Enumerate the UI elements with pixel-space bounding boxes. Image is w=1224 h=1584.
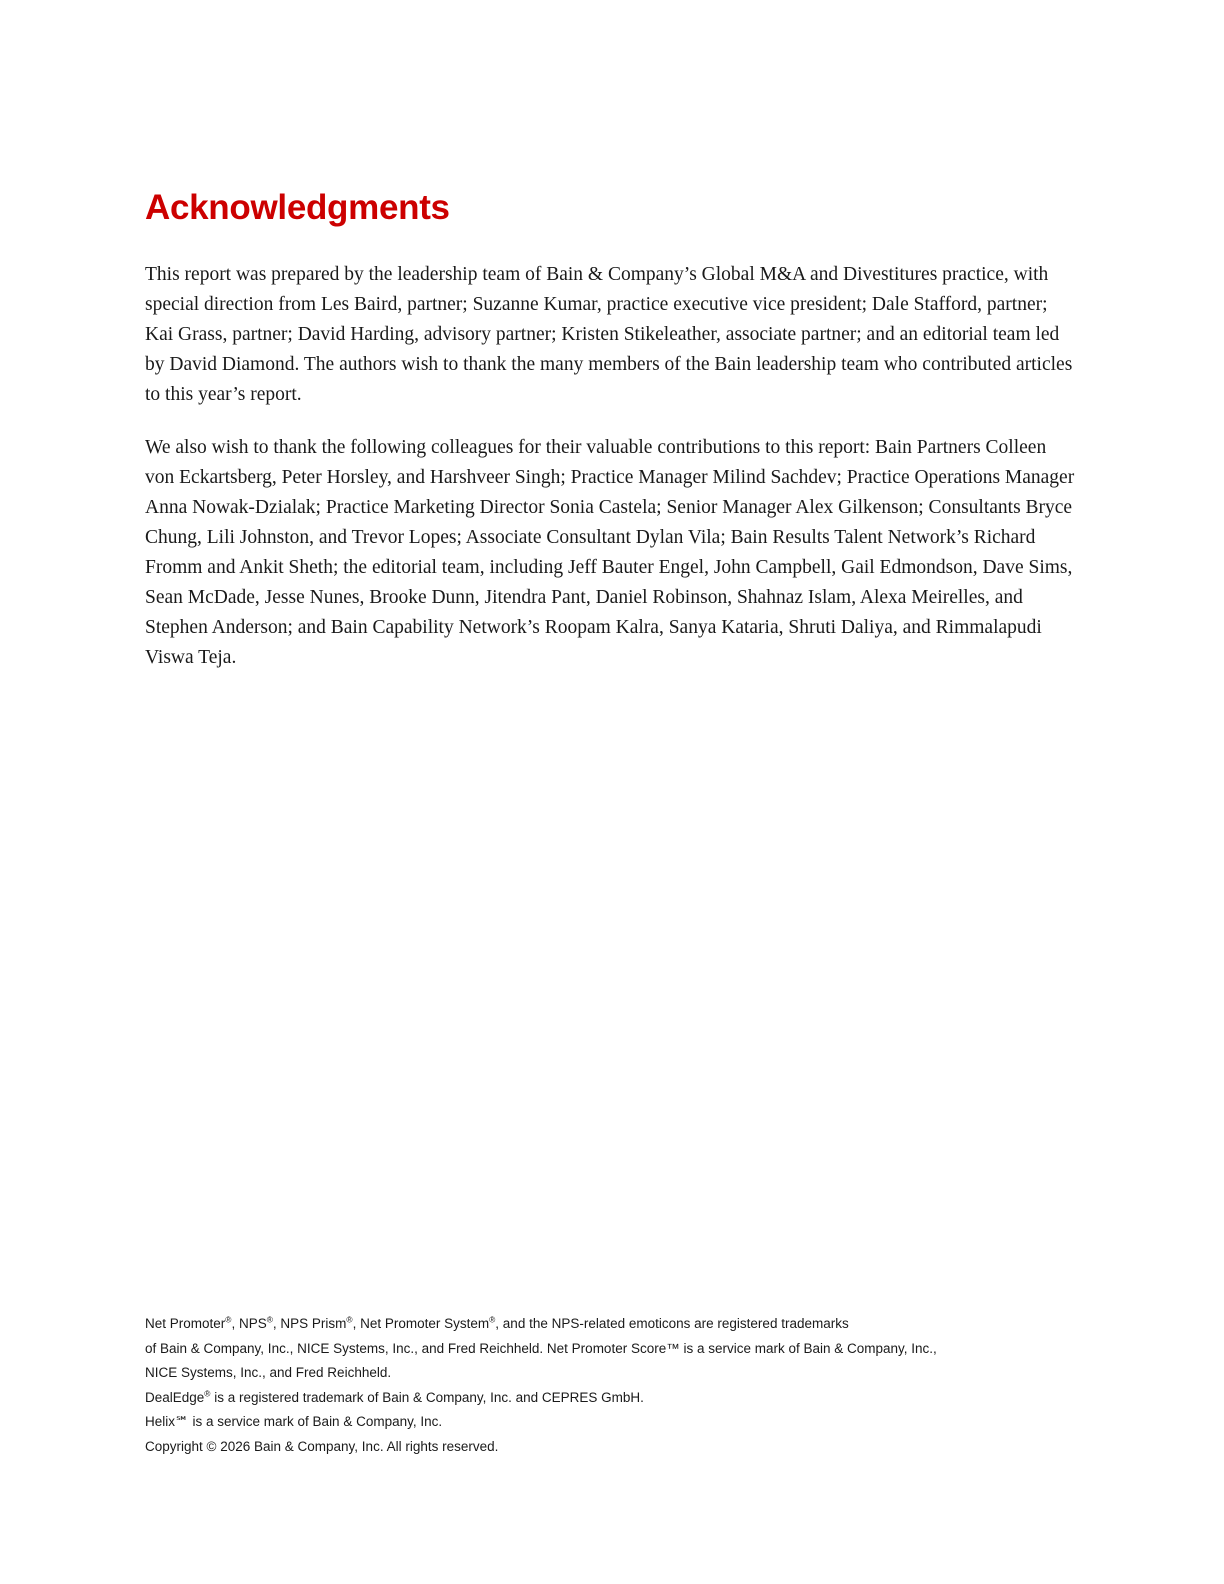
trademark-footnotes — [145, 1312, 1045, 1459]
footnote-line: NICE Systems, Inc., and Fred Reichheld. — [145, 1365, 392, 1380]
acknowledgments-paragraph-1: This report was prepared by the leadership team of Bain & Company’s Global M&A and Divestitures practice, with special direction from Les Baird, partner; Suzanne Kumar, practice executive vice president; Dale Stafford, partner; Kai Grass, partner; David Harding, advisory partner; Kristen Stikeleather, associate partner; and an editorial team led by David Diamond. The authors wish to thank the many members of the Bain leadership team who contributed articles to this year’s report. — [145, 264, 1073, 405]
footnote-line: of Bain & Company, Inc., NICE Systems, Inc., and Fred Reichheld. Net Promoter Score™ is a service mark of Bain & Company, Inc., — [145, 1340, 937, 1356]
footnote-line: Copyright © 2026 Bain & Company, Inc. All rights reserved. — [145, 1438, 499, 1454]
footnote-line: DealEdge® is a registered trademark of Bain & Company, Inc. and CEPRES GmbH. — [145, 1388, 644, 1405]
acknowledgments-paragraph-2: We also wish to thank the following colleagues for their valuable contributions to this report: Bain Partners Colleen von Eckartsberg, Peter Horsley, and Harshveer Singh; Practice Manager Milind Sachdev; Practice Operations Manager Anna Nowak-Dzialak; Practice Marketing Director Sonia Castela; Senior Manager Alex Gilkenson; Consultants Bryce Chung, Lili Johnston, and Trevor Lopes; Associate Consultant Dylan Vila; Bain Results Talent Network’s Richard Fromm and Ankit Sheth; the editorial team, including Jeff Bauter Engel, John Campbell, Gail Edmondson, Dave Sims, Sean McDade, Jesse Nunes, Brooke Dunn, Jitendra Pant, Daniel Robinson, Shahnaz Islam, Alexa Meirelles, and Stephen Anderson; and Bain Capability Network’s Roopam Kalra, Sanya Kataria, Shruti Daliya, and Rimmalapudi Viswa Teja. — [145, 437, 1075, 668]
main-content — [145, 188, 1075, 696]
footnote-line: Net Promoter®, NPS®, NPS Prism®, Net Promoter System®, and the NPS-related emoticons are registered trademarks — [145, 1314, 849, 1331]
page-title: Acknowledgments — [145, 188, 450, 227]
footnote-line: Helix℠ is a service mark of Bain & Company, Inc. — [145, 1414, 443, 1429]
